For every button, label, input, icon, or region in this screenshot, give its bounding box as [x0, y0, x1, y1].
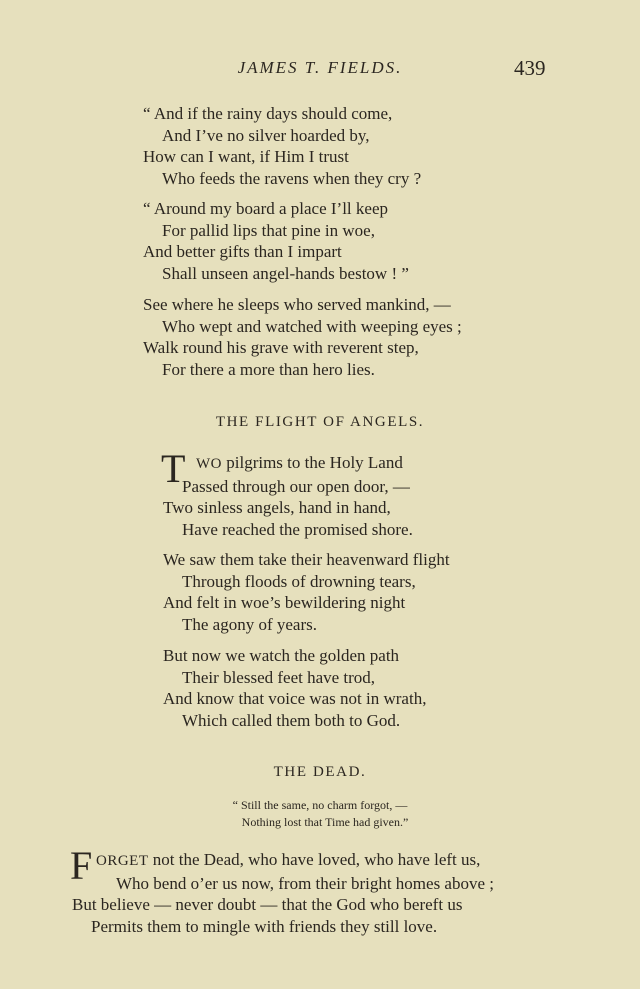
verse-line: And better gifts than I impart: [143, 242, 342, 261]
small-caps-word: WO: [196, 456, 222, 472]
verse-line: And I’ve no silver hoarded by,: [162, 125, 370, 145]
drop-cap: F: [70, 843, 93, 888]
verse-line: Two sinless angels, hand in hand,: [163, 498, 391, 517]
verse-line: Passed through our open door, —: [182, 476, 410, 496]
verse-line: But now we watch the golden path: [163, 646, 400, 665]
verse-line: Their blessed feet have trod,: [182, 667, 376, 687]
verse-line: Which called them both to God.: [182, 710, 401, 730]
verse-line: Have reached the promised shore.: [182, 519, 413, 539]
page-number: 439: [514, 56, 546, 80]
poem-title-flight-of-angels: THE FLIGHT OF ANGELS.: [215, 414, 425, 430]
verse-line-first: [163, 452, 413, 476]
verse-line: Permits them to mingle with friends they still love.: [91, 916, 438, 936]
verse-line: “ Around my board a place I’ll keep: [143, 199, 388, 218]
verse-line: The agony of years.: [182, 614, 318, 634]
verse-line: Shall unseen angel-hands bestow ! ”: [162, 263, 409, 283]
stanza-dead-1: [72, 849, 494, 937]
verse-line: Who bend o’er us now, from their bright homes above ;: [116, 873, 495, 893]
stanza-2: [143, 198, 409, 284]
verse-line-first: [72, 849, 494, 873]
verse-line: For there a more than hero lies.: [162, 359, 375, 379]
verse-line: “ And if the rainy days should come,: [143, 104, 393, 123]
verse-line: But believe — never doubt — that the God who bereft us: [72, 895, 463, 914]
stanza-1: [143, 103, 421, 189]
stanza-angels-3: [163, 645, 426, 731]
drop-cap: T: [161, 446, 186, 491]
epigraph: [0, 797, 640, 831]
verse-line: And know that voice was not in wrath,: [163, 689, 427, 708]
poem-title-the-dead: THE DEAD.: [273, 764, 367, 780]
verse-line: See where he sleeps who served mankind, —: [143, 295, 451, 314]
verse-line: How can I want, if Him I trust: [143, 147, 349, 166]
verse-text: pilgrims to the Holy Land: [222, 453, 403, 472]
running-header: JAMES T. FIELDS.: [237, 58, 403, 77]
verse-line: And felt in woe’s bewildering night: [163, 593, 406, 612]
verse-line: Walk round his grave with reverent step,: [143, 338, 419, 357]
stanza-3: [143, 294, 462, 380]
small-caps-word: ORGET: [96, 853, 149, 869]
verse-line: For pallid lips that pine in woe,: [162, 220, 375, 240]
verse-line: Through floods of drowning tears,: [182, 571, 416, 591]
epigraph-line: “ Still the same, no charm forgot, —: [232, 798, 408, 812]
verse-text: not the Dead, who have loved, who have left us,: [148, 850, 481, 869]
verse-line: Who wept and watched with weeping eyes ;: [162, 316, 462, 336]
stanza-angels-2: [163, 549, 450, 635]
epigraph-line: Nothing lost that Time had given.”: [241, 815, 409, 829]
verse-line: We saw them take their heavenward flight: [163, 550, 450, 569]
verse-line: Who feeds the ravens when they cry ?: [162, 168, 422, 188]
stanza-angels-1: [163, 452, 413, 540]
